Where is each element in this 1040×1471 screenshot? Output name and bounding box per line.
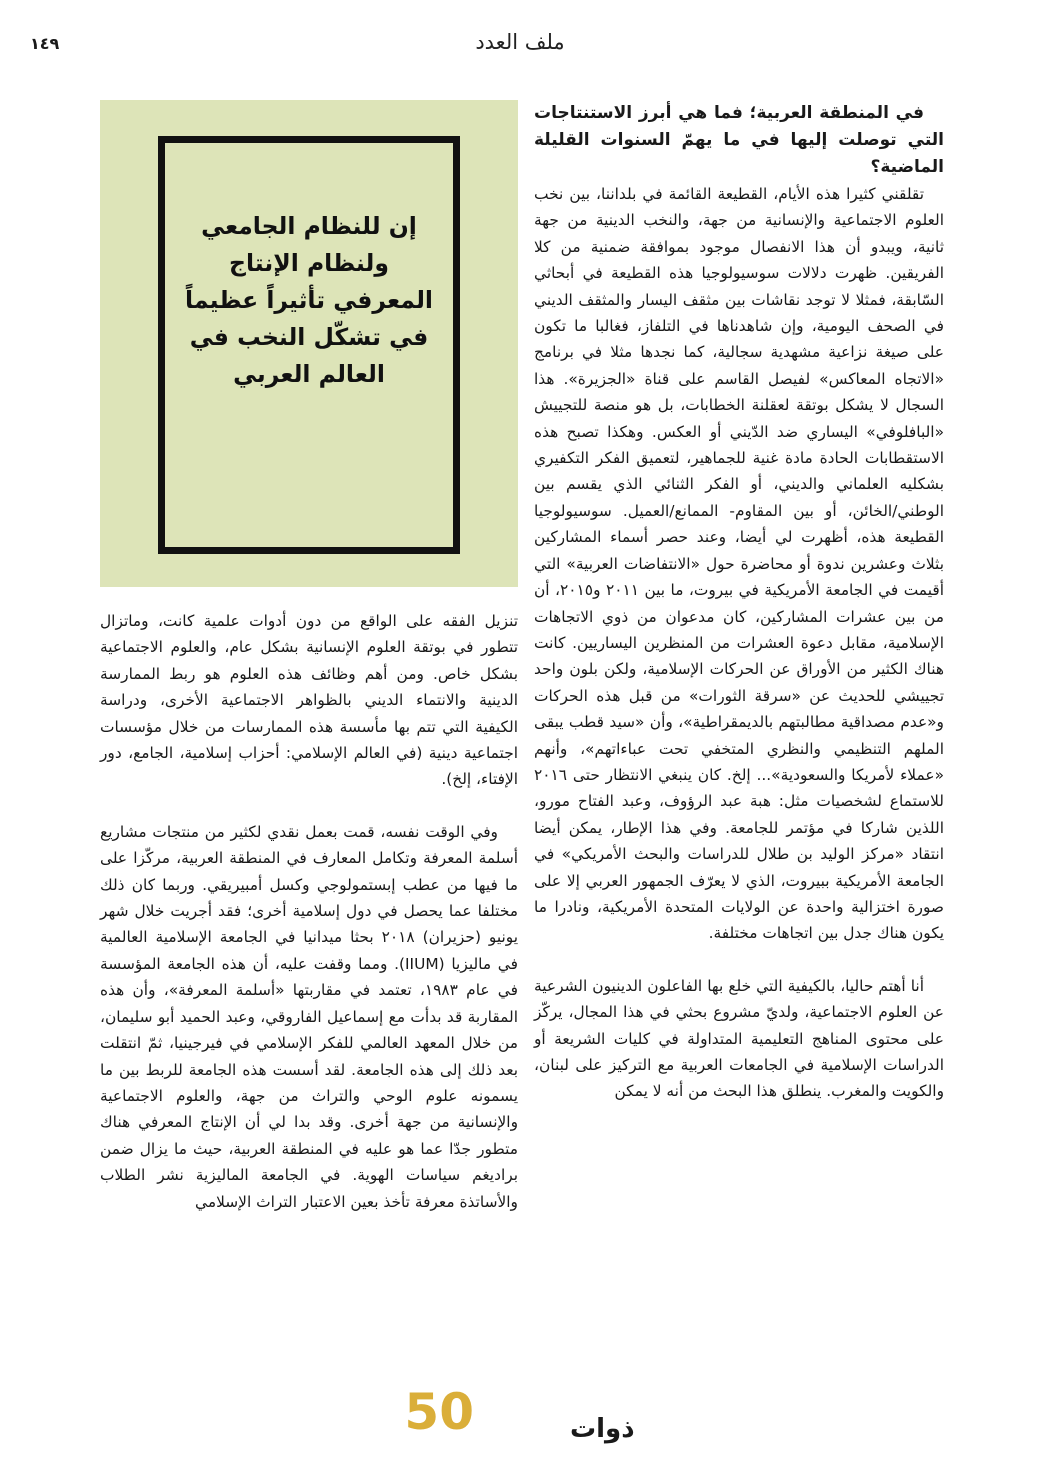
pull-quote-text: إن للنظام الجامعي ولنظام الإنتاج المعرفي تأثيراً عظيماً في تشكّل النخب في العالم العربي [185,211,433,388]
logo-wordmark: ذوات [570,1414,635,1444]
section-title: ملف العدد [475,30,565,54]
logo-icon [404,1383,635,1445]
body-paragraph: وفي الوقت نفسه، قمت بعمل نقدي لكثير من منتجات مشاريع أسلمة المعرفة وتكامل المعارف في المنطقة العربية، مركّزا على ما فيها من عطب إبستمولوجي وكسل أمبيريقي. وربما كان ذلك مختلفا عما يحصل في دول إسلامية أخرى؛ فقد أجريت خلال شهر يونيو (حزيران) ٢٠١٨ بحثا ميدانيا في الجامعة الإسلامية العالمية في ماليزيا (IIUM). ومما وقفت عليه، أن هذه الجامعة المؤسسة في عام ١٩٨٣، تعتمد في مقاربتها «أسلمة المعرفة»، وأن هذه المقاربة قد بدأت مع إسماعيل الفاروقي، وعبد الحميد أبو سليمان، من خلال المعهد العالمي للفكر الإسلامي في فيرجينيا، ثمّ انتقلت بعد ذلك إلى هذه الجامعة. لقد أسست هذه الجامعة للربط بين ما يسمونه علوم الوحي والتراث من جهة، والعلوم الاجتماعية والإنسانية من جهة أخرى. وقد بدا لي أن الإنتاج المعرفي هناك متطور جدّا عما هو عليه في المنطقة العربية، حيث ما يزال ضمن براديغم سياسات الهوية. في الجامعة الماليزية نشر الطلاب والأساتذة معرفة تأخذ بعين الاعتبار التراث الإسلامي [100,822,518,1211]
paragraph-spacer [100,793,518,819]
body-paragraph: تنزيل الفقه على الواقع من دون أدوات علمية كانت، وماتزال تتطور في بوتقة العلوم الإنسانية بشكل عام، والعلوم الاجتماعية بشكل خاص. ومن أهم وظائف هذه العلوم هو ربط الممارسة الدينية والانتماء الديني بالظواهر الاجتماعية الأخرى، ودراسة الكيفية التي تتم بها مأسسة هذه الممارسات من خلال مؤسسات اجتماعية دينية (في العالم الإسلامي: أحزاب إسلامية، الجامع، دور الإفتاء، إلخ). [100,612,518,789]
body-paragraph: تقلقني كثيرا هذه الأيام، القطيعة القائمة في بلداننا، بين نخب العلوم الاجتماعية والإنسانية من جهة، والنخب الدينية من جهة ثانية، ويبدو أن هذا الانفصال موجود بموافقة ضمنية من كلا الفريقين. ظهرت دلالات سوسيولوجيا هذه القطيعة في أبحاثي السّابقة، فمثلا لا توجد نقاشات بين مثقف اليسار والمثقف الديني في الصحف اليومية، وإن شاهدناها في التلفاز، فغالبا ما تكون على صيغة نزاعية مشهدية سجالية، كما نجدها مثلا في برنامج «الاتجاه المعاكس» لفيصل القاسم على قناة «الجزيرة». هذا السجال لا يشكل بوتقة لعقلنة الخطابات، بل هو منصة للتجييش «البافلوفي» اليساري ضد الدّيني أو العكس. وهكذا تصبح هذه الاستقطابات الحادة مادة غنية للجماهير، لتعميق الفكر التكفيري بشكليه العلماني والديني، أو الفكر الثنائي الذي يقسم بين الوطني/الخائن، أو بين المقاوم- الممانع/العميل. سوسيولوجيا القطيعة هذه، أظهرت لي أيضا، وعند حصر أسماء المشاركين بثلاث وعشرين ندوة أو محاضرة حول «الانتفاضات العربية» التي أقيمت في الجامعة الأمريكية في بيروت، ما بين ٢٠١١ و٢٠١٥، أن من بين عشرات المشاركين، كان مدعوان من ذوي الاتجاهات الإسلامية، مقابل دعوة العشرات من المنظرين اليساريين. كانت هناك الكثير من الأوراق عن الحركات الإسلامية، ولكن بلون واحد تجييشي للحديث عن «سرقة الثورات» من قبل هذه الحركات و«عدم مصداقية مطالبتهم بالديمقراطية»، وأن «سيد قطب يبقى الملهم التنظيمي والنظري المتخفي تحت عباءاتهم»، وأنهم «عملاء لأمريكا والسعودية»... إلخ. كان ينبغي الانتظار حتى ٢٠١٦ للاستماع لشخصيات مثل: هبة عبد الرؤوف، وعبد الفتاح مورو، اللذين شاركا في مؤتمر للجامعة. وفي هذا الإطار، يمكن أيضا انتقاد «مركز الوليد بن طلال للدراسات والبحث الأمريكي» في الجامعة الأمريكية ببيروت، الذي لا يعرّف الجمهور العربي إلا على صورة اختزالية واحدة عن الولايات المتحدة الأمريكية، ونادرا ما يكون هناك جدل بين اتجاهات مختلفة. [534,185,944,943]
page-number: ١٤٩ [30,34,60,53]
pull-quote-box [100,100,518,587]
right-column [534,100,944,1105]
logo-number: 50 [404,1383,474,1441]
pull-quote-frame [158,136,460,554]
body-paragraph: أنا أهتم حاليا، بالكيفية التي خلع بها الفاعلون الدينيون الشرعية عن العلوم الاجتماعية، ولديّ مشروع بحثي في هذا المجال، يركّز على محتوى المناهج التعليمية المتداولة في كليات الشريعة أو الدراسات الإسلامية في الجامعات العربية مع التركيز على لبنان، والكويت والمغرب. ينطلق هذا البحث من أنه لا يمكن [534,976,944,1101]
lead-question: في المنطقة العربية؛ فما هي أبرز الاستنتاجات التي توصلت إليها في ما يهمّ السنوات القليلة الماضية؟ [534,103,944,177]
left-column [100,608,518,1215]
magazine-logo [404,1383,635,1445]
paragraph-spacer [534,947,944,973]
